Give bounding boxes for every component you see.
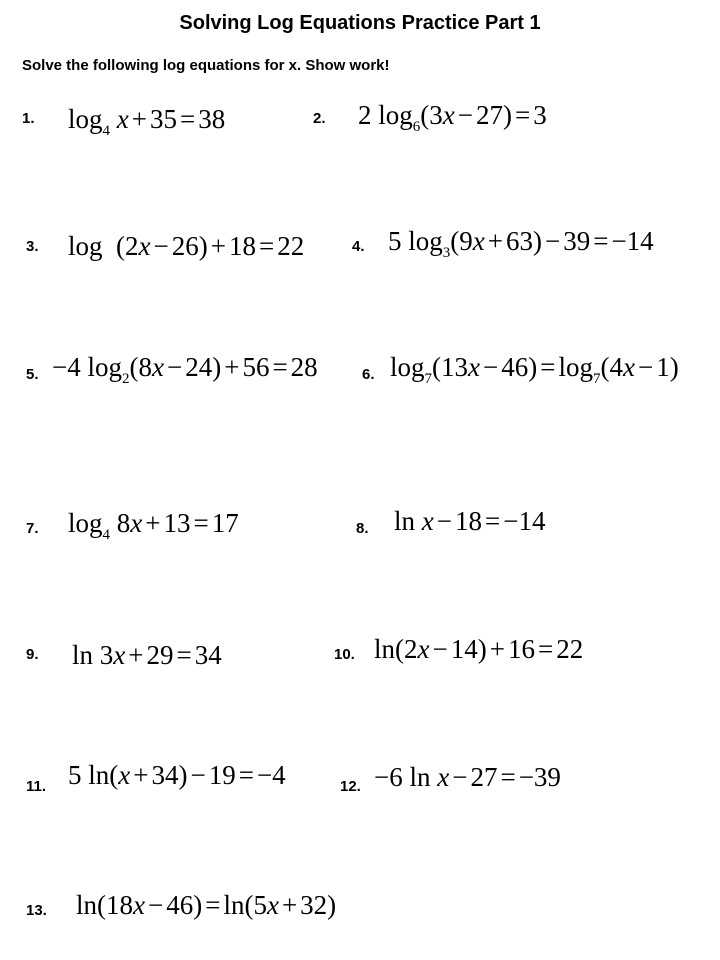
problem-number-6: 6. (362, 366, 375, 383)
problem-number-13: 13. (26, 902, 47, 919)
problem-equation-9: ln 3x + 29 = 34 (72, 640, 222, 670)
problem-number-1: 1. (22, 110, 35, 127)
problem-number-7: 7. (26, 520, 39, 537)
problem-equation-12: −6 ln x − 27 = −39 (374, 762, 561, 792)
instructions: Solve the following log equations for x. Show work! (22, 57, 390, 74)
problem-number-2: 2. (313, 110, 326, 127)
problem-equation-7: $\log_4 8x + 13 = 17$ (68, 508, 239, 543)
problem-number-11: 11. (26, 778, 47, 795)
problem-equation-4: 5 $\log_3(9x + 63) - 39 = -14$ (388, 226, 654, 261)
problem-number-8: 8. (356, 520, 369, 537)
problem-equation-3: log (2x − 26) + 18 = 22 (68, 231, 305, 261)
problem-equation-6: $\log_7(13x - 46) = \log_7(4x - 1)$ (390, 352, 679, 387)
problem-number-4: 4. (352, 238, 365, 255)
problem-equation-1: $\log_4 x + 35 = 38$ (68, 104, 226, 139)
problem-number-10: 10. (334, 646, 355, 663)
problem-number-9: 9. (26, 646, 39, 663)
problem-equation-8: ln x − 18 = −14 (394, 506, 546, 536)
problem-equation-2: 2 $\log_6(3x - 27) = 3$ (358, 100, 547, 135)
problem-equation-13: ln(18x − 46) = ln(5x + 32) (76, 890, 337, 920)
problem-number-12: 12. (340, 778, 361, 795)
problem-number-3: 3. (26, 238, 39, 255)
problem-equation-11: 5 ln(x + 34) − 19 = −4 (68, 760, 286, 790)
problem-equation-10: ln(2x − 14) + 16 = 22 (374, 634, 584, 664)
worksheet-title: Solving Log Equations Practice Part 1 (179, 12, 541, 34)
problem-number-5: 5. (26, 366, 39, 383)
problem-equation-5: −4 $\log_2(8x - 24) + 56 = 28$ (52, 352, 318, 387)
